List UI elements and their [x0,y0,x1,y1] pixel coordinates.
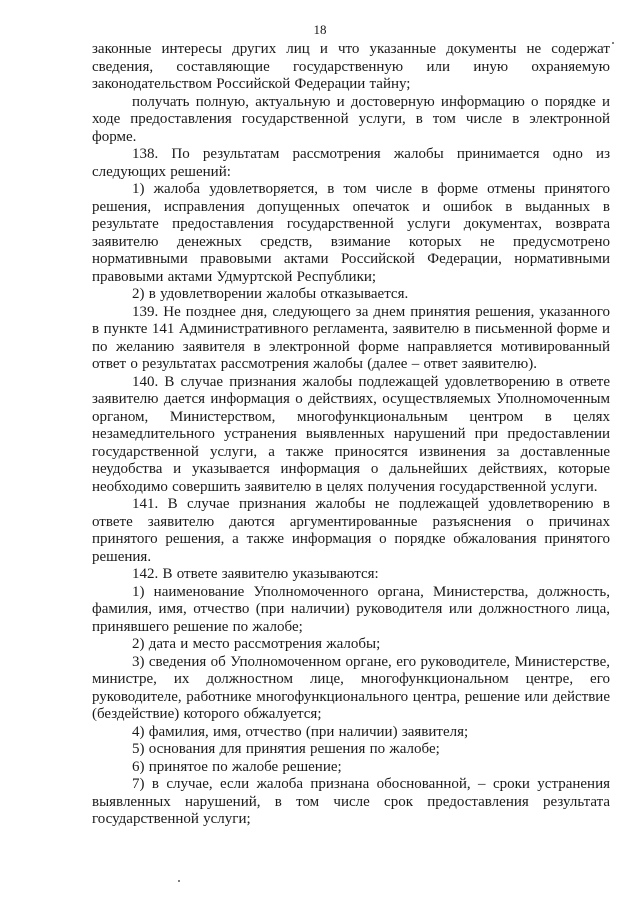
paragraph-continuation: законные интересы других лиц и что указанные документы не содержат сведения, составляющие государственную или иную охраняемую законодательством Российской Федерации тайну; [92,41,610,92]
scan-speck [178,880,180,882]
page-number: 18 [313,22,327,37]
paragraph-right-info: получать полную, актуальную и достоверную информацию о порядке и ходе предоставления государственной услуги, в том числе в электронной форме. [92,93,610,145]
paragraph-142-item-1: 1) наименование Уполномоченного органа, Министерства, должность, фамилия, имя, отчество (при наличии) руководителя или должностного лица, принявшего решение по жалобе; [92,583,610,635]
paragraph-142-item-5: 5) основания для принятия решения по жалобе; [132,741,440,757]
paragraph-141: 141. В случае признания жалобы не подлежащей удовлетворению в ответе заявителю даются аргументированные разъяснения о причинах принятого решения, а также информация о порядке обжалования принятого решения. [92,496,610,565]
document-body [92,41,610,829]
paragraph-142: 142. В ответе заявителю указываются: [132,566,379,582]
paragraph-139: 139. Не позднее дня, следующего за днем принятия решения, указанного в пункте 141 Административного регламента, заявителю в письменной форме и по желанию заявителя в электронной форме направляется мотивированный ответ о результатах рассмотрения жалобы (далее – ответ заявителю). [92,303,610,372]
paragraph-142-item-4: 4) фамилия, имя, отчество (при наличии) заявителя; [132,723,469,740]
paragraph-142-item-2: 2) дата и место рассмотрения жалобы; [132,636,381,652]
paragraph-142-item-7: 7) в случае, если жалоба признана обоснованной, – сроки устранения выявленных нарушений, в том числе срок предоставления результата государственной услуги; [92,776,610,827]
paragraph-142-item-6: 6) принятое по жалобе решение; [132,758,342,775]
paragraph-138-item-2: 2) в удовлетворении жалобы отказывается. [132,286,409,302]
paragraph-138-item-1: 1) жалоба удовлетворяется, в том числе в форме отмены принятого решения, исправления допущенных опечаток и ошибок в выданных в результате предоставления государственной услуги документах, возврата заявителю денежных средств, взимание которых не предусмотрено нормативными правовыми актами Российской Федерации, нормативными правовыми актами Удмуртской Республики; [92,181,610,285]
paragraph-138: 138. По результатам рассмотрения жалобы принимается одно из следующих решений: [92,146,610,180]
paragraph-142-item-3: 3) сведения об Уполномоченном органе, его руководителе, Министерстве, министре, их должностном лице, многофункциональном центре, его руководителе, работнике многофункционального центра, решение или действие (бездействие) которого обжалуется; [92,653,610,722]
scan-speck [612,42,614,44]
paragraph-140: 140. В случае признания жалобы подлежащей удовлетворению в ответе заявителю дается информация о действиях, осуществляемых Уполномоченным органом, Министерством, многофункциональным центром в целях незамедлительного устранения выявленных нарушений при предоставлении государственной услуги, а также приносятся извинения за доставленные неудобства и указывается информация о дальнейших действиях, которые необходимо совершить заявителю в целях получения государственной услуги. [92,373,610,495]
